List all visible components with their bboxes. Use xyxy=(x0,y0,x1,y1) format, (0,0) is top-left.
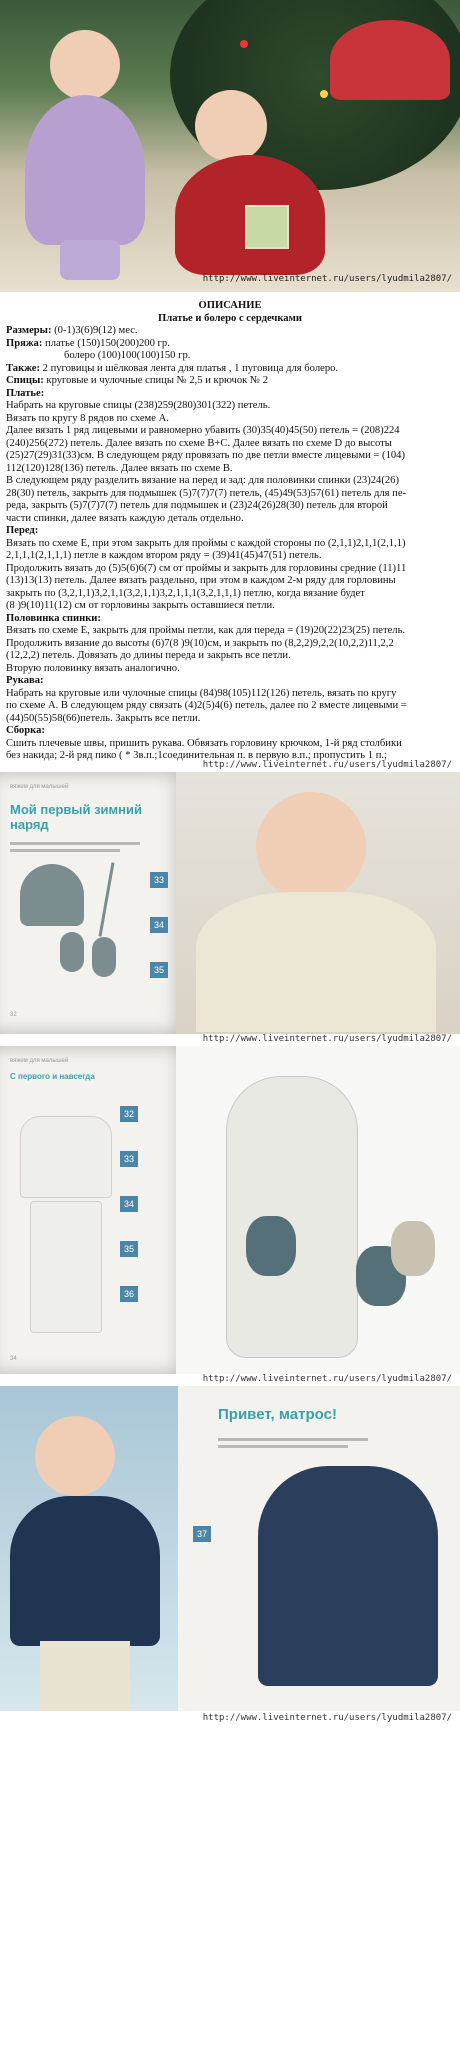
magazine-scan-winter xyxy=(0,772,460,1034)
sleeping-bag-photo xyxy=(176,1046,460,1374)
knit-mitten xyxy=(60,932,84,972)
section-header: вяжем для малышей xyxy=(10,1058,69,1064)
gift-box xyxy=(245,205,289,249)
text-line: (44)50(55)58(66)петель. Закрыть все петли. xyxy=(6,712,201,724)
pattern-description xyxy=(0,292,460,762)
ornament xyxy=(320,90,328,98)
magazine-headline: С первого и навсегда xyxy=(10,1072,95,1081)
intro-text xyxy=(218,1445,348,1448)
text-line: Продолжить вязать до (5)5(6)6(7) см от проймы и закрыть для горловины средние (11)11 xyxy=(6,562,407,574)
sizes-line: Размеры: (0-1)3(6)9(12) мес. xyxy=(6,325,138,336)
cord xyxy=(99,862,115,936)
text-line: по схеме А. В следующем ряду связать (4)2(5)4(6) петель, далее по 2 вместе лицевыми = xyxy=(6,700,407,711)
lilac-dress xyxy=(25,95,145,245)
magazine-headline: Мой первый зимний наряд xyxy=(10,802,142,832)
watermark-url: http://www.liveinternet.ru/users/lyudmila2807/ xyxy=(202,1713,452,1723)
text-line: В следующем ряду разделить вязание на перед и зад: для половинки спинки (23)24(26) xyxy=(6,475,399,486)
watermark-url: http://www.liveinternet.ru/users/lyudmila2807/ xyxy=(202,1034,452,1044)
page-number: 32 xyxy=(10,1012,17,1018)
red-hat xyxy=(330,20,450,100)
intro-text xyxy=(218,1438,368,1441)
baby-photo xyxy=(176,772,460,1034)
item-number-badge: 35 xyxy=(150,962,168,978)
sleeve-heading: Рукава: xyxy=(6,675,44,686)
knit-mitten xyxy=(92,937,116,977)
text-line: (25)27(29)31(33)см. В следующем ряду провязать по две петли вместе лицевыми = (104) xyxy=(6,450,405,461)
sleeve-body xyxy=(6,688,454,726)
text-line: 112(120)128(136) петель. Далее вязать по схеме В. xyxy=(6,462,233,474)
watermark-url: http://www.liveinternet.ru/users/lyudmila2807/ xyxy=(202,1374,452,1384)
girl-face-left xyxy=(50,30,120,100)
knit-hat xyxy=(20,864,84,926)
text-line: Сшить плечевые швы, пришить рукава. Обвязать горловину крючком, 1-й ряд столбики xyxy=(6,737,402,749)
text-line: реда, закрыть (5)7(7)7(7) петель для подмышек и (23)24(26)28(30) петель для второй xyxy=(6,500,388,511)
page-number: 34 xyxy=(10,1356,17,1362)
text-line: (8 )9(10)11(12) см от горловины закрыть оставшиеся петли. xyxy=(6,600,275,611)
text-line: закрыть по (3,2,1,1)3,2,1,1(3,2,1,1)3,2,1,1,1(3,2,1,1,1) петлю, когда вязание будет xyxy=(6,587,365,599)
knit-sleeping-bag xyxy=(226,1076,358,1358)
item-number-badge: 34 xyxy=(150,917,168,933)
text-line: Вязать по схеме E, при этом закрыть для проймы с каждой стороны по (2,1,1)2,1,1(2,1,1) xyxy=(6,537,406,549)
text-line: Вязать по схеме E, закрыть для проймы петли, как для переда = (19)20(22)23(25) петель. xyxy=(6,625,406,636)
assembly-body xyxy=(6,738,454,763)
item-number-badge: 33 xyxy=(150,872,168,888)
item-number-badge: 36 xyxy=(120,1286,138,1302)
front-body xyxy=(6,538,454,613)
text-line: 28(30) петель, закрыть для подмышек (5)7(7)7(7) петель, (45)49(53)57(61) петель для пе- xyxy=(6,487,407,499)
item-number-badge: 33 xyxy=(120,1151,138,1167)
description-title: ОПИСАНИЕ xyxy=(198,300,262,311)
text-line: Далее вязать 1 ряд лицевыми и равномерно убавить (30)35(40)45(50) петель = (208)224 xyxy=(6,425,400,436)
cream-cardigan xyxy=(196,892,436,1032)
magazine-scan-sailor xyxy=(0,1386,460,1711)
photo-girls-christmas xyxy=(0,0,460,292)
text-line: Вязать по кругу 8 рядов по схеме А. xyxy=(6,412,169,424)
intro-text xyxy=(10,849,120,852)
text-line: (13)13(13) петель. Далее вязать раздельно, при этом в каждом 2-м ряду для горловины xyxy=(6,575,396,586)
item-number-badge: 34 xyxy=(120,1196,138,1212)
text-line: части спинки, далее вязать каждую деталь отдельно. xyxy=(6,512,244,524)
dress-heading: Платье: xyxy=(6,387,45,399)
navy-cardigan xyxy=(10,1496,160,1646)
magazine-headline: Привет, матрос! xyxy=(218,1406,337,1423)
toy-bear xyxy=(391,1221,435,1276)
section-header: вяжем для малышей xyxy=(10,784,69,790)
assembly-heading: Сборка: xyxy=(6,725,45,736)
ornament xyxy=(240,40,248,48)
front-heading: Перед: xyxy=(6,525,39,536)
footer-blank xyxy=(0,1726,460,2072)
magazine-page-right xyxy=(178,1386,460,1711)
text-line: Набрать на круговые или чулочные спицы (84)98(105)112(126) петель, вязать по кругу xyxy=(6,687,397,699)
description-subtitle: Платье и болеро с сердечками xyxy=(158,312,302,324)
baby-face xyxy=(256,792,366,902)
magazine-scan-set xyxy=(0,1046,460,1374)
text-line: 2,1,1,1(2,1,1,1) петле в каждом втором ряду = (39)41(45)47(51) петель. xyxy=(6,550,322,561)
knit-pants xyxy=(30,1201,102,1333)
item-number-badge: 32 xyxy=(120,1106,138,1122)
item-number-badge: 37 xyxy=(193,1526,211,1542)
yarn-line-2: болеро (100)100(100)150 гр. xyxy=(64,350,191,361)
girl-face-right xyxy=(195,90,267,162)
dress-body xyxy=(6,400,454,525)
item-number-badge: 35 xyxy=(120,1241,138,1257)
text-line: (240)256(272) петель. Далее вязать по схеме В+С. Далее вязать по схеме D до высоты xyxy=(6,437,392,449)
back-heading: Половинка спинки: xyxy=(6,612,101,624)
watermark-url: http://www.liveinternet.ru/users/lyudmila2807/ xyxy=(202,760,452,770)
text-line: без накида; 2-й ряд пико ( * 3в.п.;1соединительная п. в первую в.п.; пропустить 1 п.; xyxy=(6,750,387,761)
back-body xyxy=(6,625,454,675)
lilac-socks xyxy=(60,240,120,280)
text-line: (12,2,2) петель. Довязать до длины переда и закрыть все петли. xyxy=(6,650,291,661)
text-line: Вторую половинку вязать аналогично. xyxy=(6,662,180,674)
watermark-url: http://www.liveinternet.ru/users/lyudmila2807/ xyxy=(202,274,452,284)
hooded-cardigan xyxy=(258,1466,438,1686)
magazine-page-left xyxy=(0,1046,190,1374)
needles-line: Спицы: круговые и чулочные спицы № 2,5 и крючок № 2 xyxy=(6,375,268,386)
boy-photo xyxy=(0,1386,178,1711)
text-line: Набрать на круговые спицы (238)259(280)301(322) петель. xyxy=(6,400,271,411)
boy-face xyxy=(35,1416,115,1496)
yarn-line: Пряжа: платье (150)150(200)200 гр. xyxy=(6,337,170,349)
magazine-page-left xyxy=(0,772,188,1034)
cream-trousers xyxy=(40,1641,130,1711)
knit-sweater xyxy=(20,1116,112,1198)
text-line: Продолжить вязание до высоты (6)7(8 )9(10)см, и закрыть по (8,2,2)9,2,2(10,2,2)11,2,2 xyxy=(6,637,394,649)
also-line: Также: 2 пуговицы и шёлковая лента для платья , 1 пуговица для болеро. xyxy=(6,362,339,374)
intro-text xyxy=(10,842,140,845)
toy-bear xyxy=(246,1216,296,1276)
